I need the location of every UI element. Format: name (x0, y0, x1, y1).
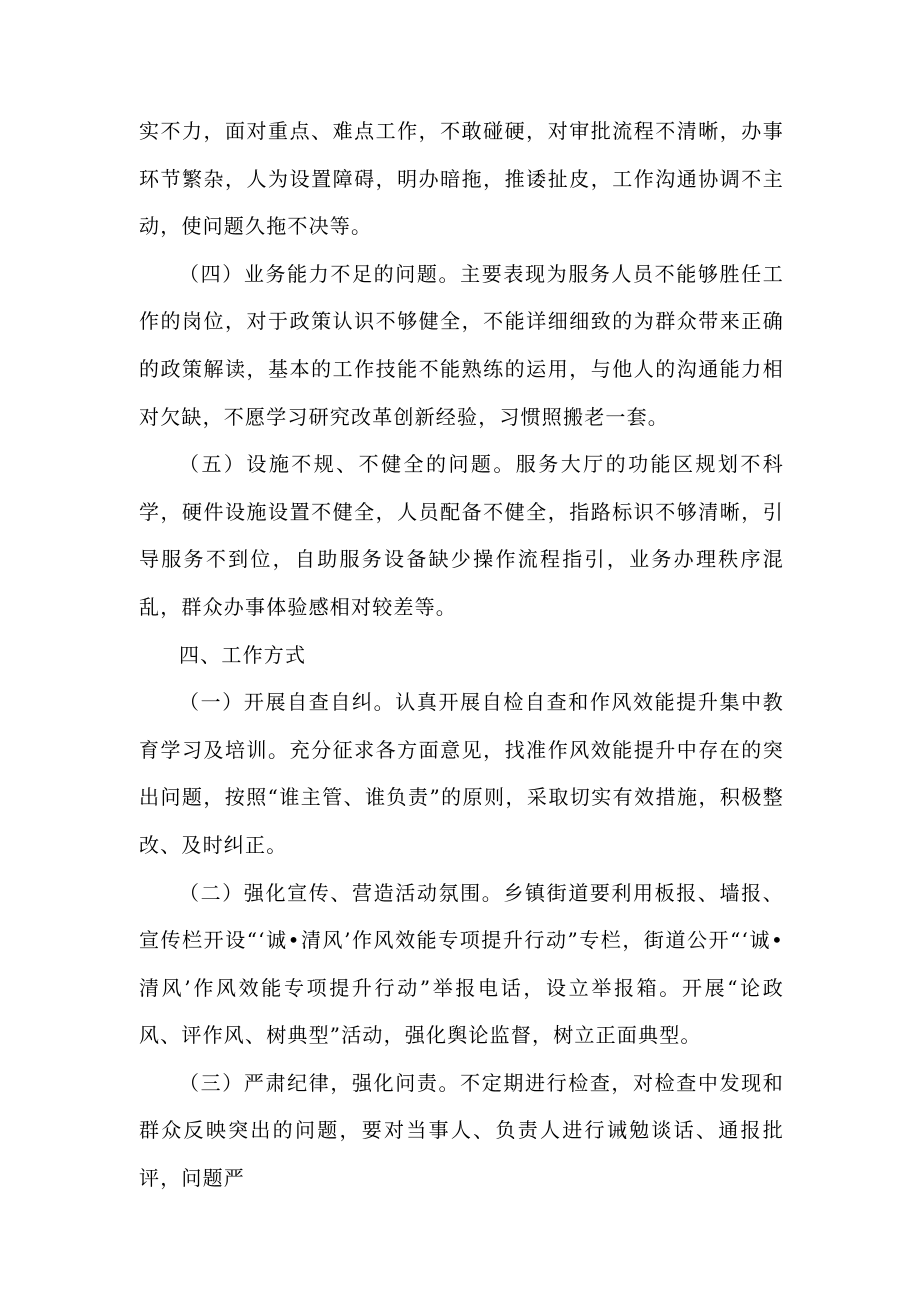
paragraph-method-3: （三）严肃纪律，强化问责。不定期进行检查，对检查中发现和群众反映突出的问题，要对当事人、负责人进行诫勉谈话、通报批评，问题严 (139, 1070, 784, 1191)
paragraph-method-1: （一）开展自查自纠。认真开展自检自查和作风效能提升集中教育学习及培训。充分征求各方面意见，找准作风效能提升中存在的突出问题，按照“谁主管、谁负责”的原则，采取切实有效措施，积极整改、及时纠正。 (139, 690, 784, 857)
paragraph-item-4: （四）业务能力不足的问题。主要表现为服务人员不能够胜任工作的岗位，对于政策认识不够健全，不能详细细致的为群众带来正确的政策解读，基本的工作技能不能熟练的运用，与他人的沟通能力相对欠缺，不愿学习研究改革创新经验，习惯照搬老一套。 (139, 261, 784, 429)
section-heading-work-methods: 四、工作方式 (179, 642, 307, 667)
paragraph-method-2: （二）强化宣传、营造活动氛围。乡镇街道要利用板报、墙报、宣传栏开设“‘诚•清风’作风效能专项提升行动”专栏，街道公开“‘诚•清风’作风效能专项提升行动”举报电话，设立举报箱。开展“论政风、评作风、树典型”活动，强化舆论监督，树立正面典型。 (139, 880, 784, 1048)
document-page (139, 108, 784, 1203)
paragraph-item-5: （五）设施不规、不健全的问题。服务大厅的功能区规划不科学，硬件设施设置不健全，人员配备不健全，指路标识不够清晰，引导服务不到位，自助服务设备缺少操作流程指引，业务办理秩序混乱，群众办事体验感相对较差等。 (139, 452, 784, 619)
paragraph-continuation: 实不力，面对重点、难点工作，不敢碰硬，对审批流程不清晰，办事环节繁杂，人为设置障碍，明办暗拖，推诿扯皮，工作沟通协调不主动，使问题久拖不决等。 (139, 119, 784, 239)
